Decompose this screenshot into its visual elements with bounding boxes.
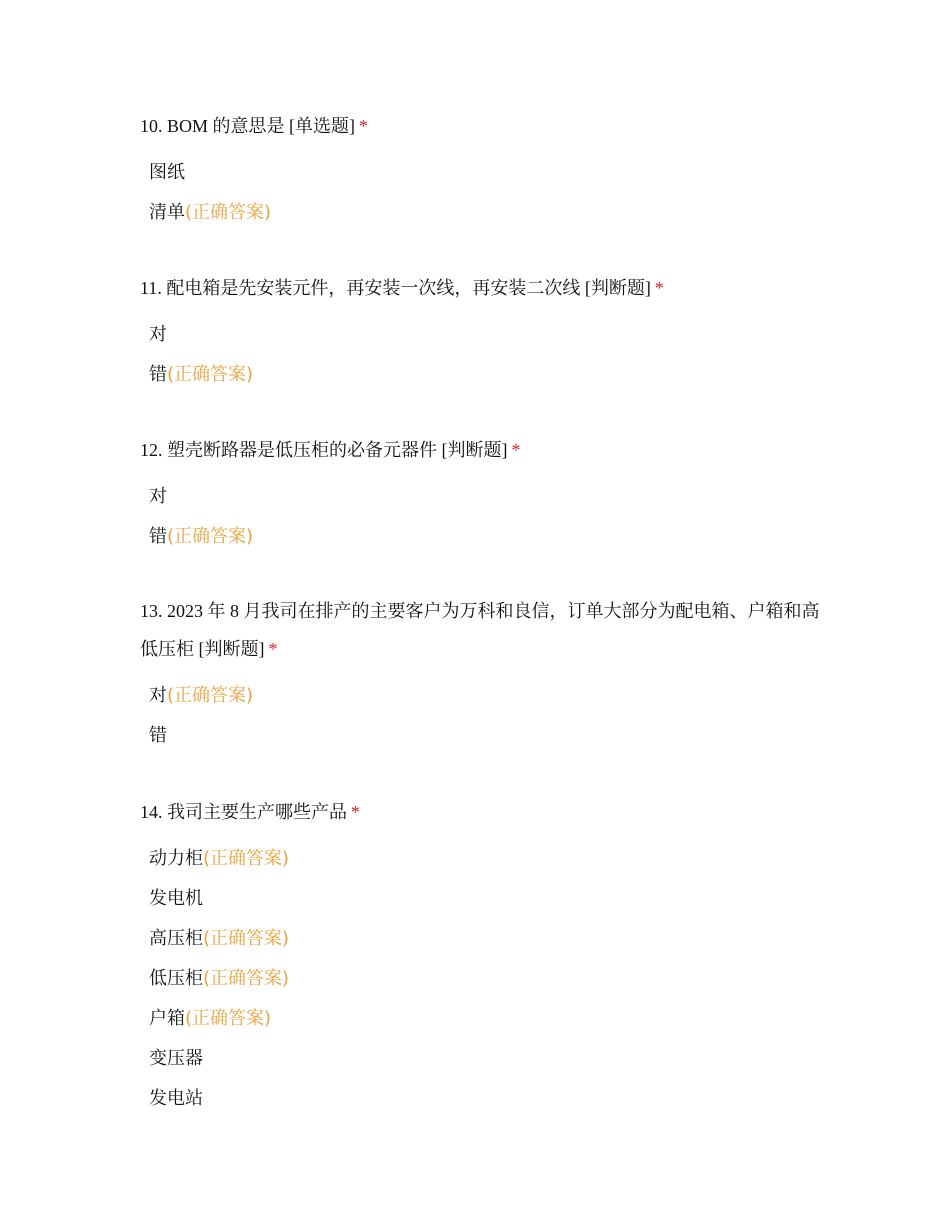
option-list [140,315,820,395]
question-title-text: 10. BOM 的意思是 [单选题] [140,116,355,136]
option-item[interactable] [149,1079,820,1119]
question-title [140,592,820,668]
option-label: 变压器 [149,1048,203,1069]
option-label: 错 [149,364,167,385]
option-label: 户箱 [149,1008,185,1029]
option-label: 对 [149,486,167,507]
option-list [140,676,820,756]
option-item[interactable] [149,315,820,355]
required-mark: * [359,116,368,136]
question-title-text: 13. 2023 年 8 月我司在排产的主要客户为万科和良信，订单大部分为配电箱、户箱和高低压柜 [判断题] [140,601,820,659]
question-11 [140,269,820,395]
correct-answer-tag: (正确答案) [185,202,272,223]
required-mark: * [268,639,278,659]
question-title-text: 11. 配电箱是先安装元件，再安装一次线，再安装二次线 [判断题] [140,278,651,298]
correct-answer-tag: (正确答案) [203,848,290,869]
question-10 [140,107,820,233]
question-title [140,431,820,469]
option-list [140,839,820,1119]
option-item[interactable] [149,477,820,517]
option-label: 发电机 [149,888,203,909]
correct-answer-tag: (正确答案) [167,526,254,547]
correct-answer-tag: (正确答案) [167,685,254,706]
option-item[interactable] [149,676,820,716]
question-title [140,793,820,831]
required-mark: * [351,802,360,822]
question-title-text: 12. 塑壳断路器是低压柜的必备元器件 [判断题] [140,440,508,460]
correct-answer-tag: (正确答案) [185,1008,272,1029]
option-label: 错 [149,526,167,547]
option-item[interactable] [149,959,820,999]
required-mark: * [654,278,664,298]
option-label: 动力柜 [149,848,203,869]
correct-answer-tag: (正确答案) [167,364,254,385]
option-label: 高压柜 [149,928,203,949]
option-label: 对 [149,324,167,345]
option-item[interactable] [149,517,820,557]
option-item[interactable] [149,839,820,879]
option-item[interactable] [149,716,820,756]
correct-answer-tag: (正确答案) [203,968,290,989]
correct-answer-tag: (正确答案) [203,928,290,949]
question-title [140,269,820,307]
question-13 [140,592,820,756]
option-label: 图纸 [149,162,185,183]
option-label: 发电站 [149,1088,203,1109]
option-item[interactable] [149,919,820,959]
option-label: 对 [149,685,167,706]
option-item[interactable] [149,153,820,193]
option-item[interactable] [149,1039,820,1079]
option-label: 清单 [149,202,185,223]
option-item[interactable] [149,193,820,233]
option-label: 低压柜 [149,968,203,989]
option-item[interactable] [149,999,820,1039]
option-item[interactable] [149,355,820,395]
question-title-text: 14. 我司主要生产哪些产品 [140,802,347,822]
question-12 [140,431,820,557]
option-label: 错 [149,725,167,746]
required-mark: * [511,440,521,460]
option-item[interactable] [149,879,820,919]
option-list [140,153,820,233]
option-list [140,477,820,557]
question-title [140,107,820,145]
question-14 [140,793,820,1119]
